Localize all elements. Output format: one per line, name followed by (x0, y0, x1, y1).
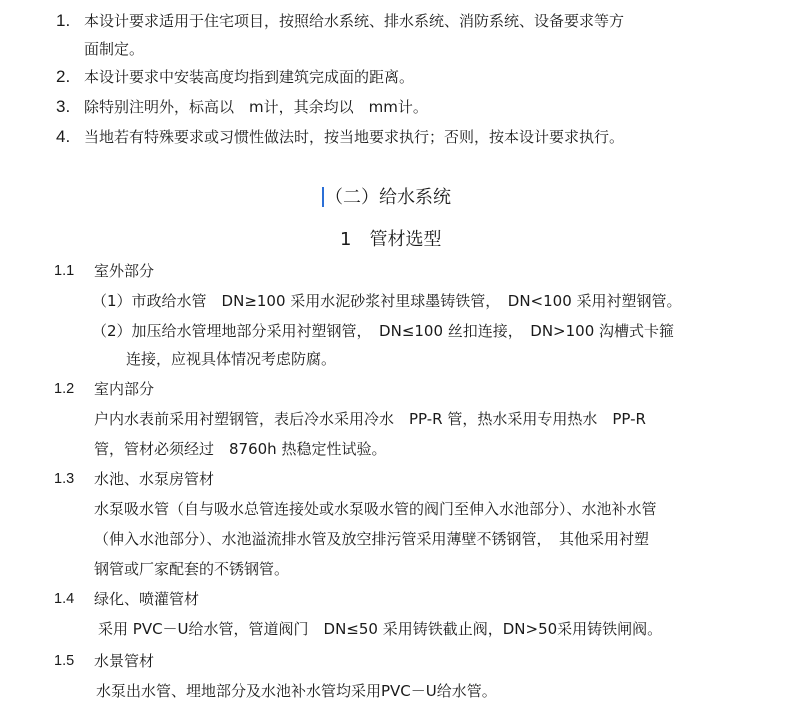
text-cursor (322, 187, 324, 207)
item-1-continuation: 面制定。 (84, 40, 145, 58)
subsection-1-2-number: 1.2 (54, 381, 75, 397)
s1-line-2: （2）加压给水管埋地部分采用衬塑钢管， DN≤100 丝扣连接， DN>100 沟槽式卡箍 (92, 322, 675, 340)
item-1-text: 本设计要求适用于住宅项目，按照给水系统、排水系统、消防系统、设备要求等方 (84, 12, 625, 30)
item-3-number: 3. (56, 97, 71, 116)
s3-line-3: 钢管或厂家配套的不锈钢管。 (94, 560, 290, 578)
subsection-1-4-number: 1.4 (54, 591, 75, 607)
section-subtitle: 1 管材选型 (340, 229, 442, 250)
subsection-1-4-title: 绿化、喷灌管材 (94, 590, 200, 608)
subsection-1-3-number: 1.3 (54, 471, 75, 487)
item-4-number: 4. (56, 127, 71, 146)
s5-line-1: 水泵出水管、埋地部分及水池补水管均采用PVC－U给水管。 (96, 682, 497, 700)
subsection-1-1-title: 室外部分 (94, 262, 155, 280)
item-1-number: 1. (56, 11, 71, 30)
subsection-1-5-number: 1.5 (54, 653, 75, 669)
subsection-1-3-title: 水池、水泵房管材 (94, 470, 215, 488)
subsection-1-2-title: 室内部分 (94, 380, 155, 398)
section-title-text: （二）给水系统 (325, 187, 451, 208)
section-title[interactable] (322, 186, 451, 210)
subsection-1-1-number: 1.1 (54, 263, 75, 279)
subsection-1-5-title: 水景管材 (94, 652, 155, 670)
item-3-text: 除特别注明外，标高以 m计，其余均以 mm计。 (84, 98, 428, 116)
s3-line-2: （伸入水池部分）、水池溢流排水管及放空排污管采用薄壁不锈钢管， 其他采用衬塑 (94, 530, 650, 548)
s2-line-2: 管，管材必须经过 8760h 热稳定性试验。 (94, 440, 387, 458)
s2-line-1: 户内水表前采用衬塑钢管，表后冷水采用冷水 PP-R 管，热水采用专用热水 PP-R (94, 410, 646, 428)
s1-line-3: 连接，应视具体情况考虑防腐。 (126, 350, 337, 368)
s4-line-1: 采用 PVC－U给水管，管道阀门 DN≤50 采用铸铁截止阀，DN>50采用铸铁闸阀。 (98, 620, 663, 638)
item-2-text: 本设计要求中安装高度均指到建筑完成面的距离。 (84, 68, 415, 86)
s3-line-1: 水泵吸水管（自与吸水总管连接处或水泵吸水管的阀门至伸入水池部分）、水池补水管 (94, 500, 657, 518)
s1-line-1: （1）市政给水管 DN≥100 采用水泥砂浆衬里球墨铸铁管， DN<100 采用衬塑钢管。 (92, 292, 682, 310)
item-2-number: 2. (56, 67, 71, 86)
item-4-text: 当地若有特殊要求或习惯性做法时，按当地要求执行；否则，按本设计要求执行。 (84, 128, 625, 146)
